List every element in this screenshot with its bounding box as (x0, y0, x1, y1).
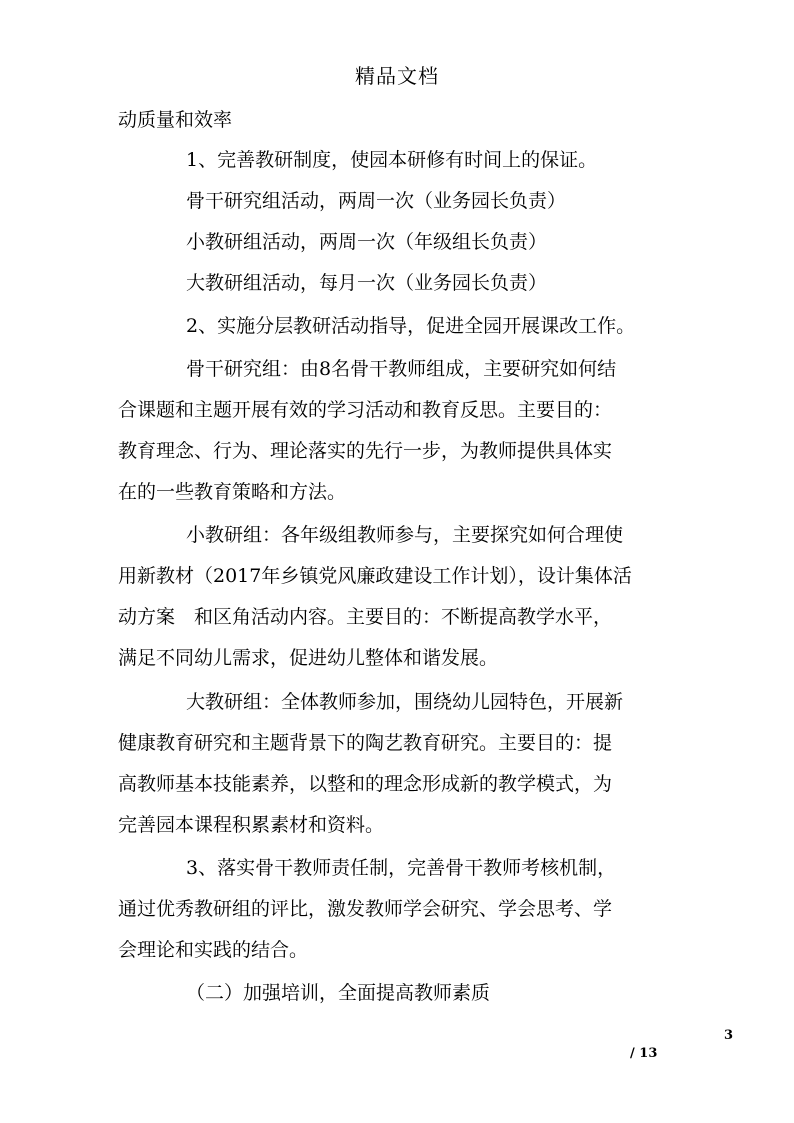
page-number: 3 (724, 1028, 734, 1043)
text-line: 大教研组：全体教师参加，围绕幼儿园特色，开展新 (186, 691, 624, 713)
text-line: 完善园本课程积累素材和资料。 (118, 814, 385, 836)
text-line: 动质量和效率 (118, 109, 233, 131)
text-line: （二）加强培训，全面提高教师素质 (186, 982, 491, 1004)
text-line: 健康教育研究和主题背景下的陶艺教育研究。主要目的：提 (118, 732, 613, 754)
text-line: 1、完善教研制度，使园本研修有时间上的保证。 (186, 149, 598, 171)
page-header-title: 精品文档 (355, 64, 439, 88)
text-line: 教育理念、行为、理论落实的先行一步，为教师提供具体实 (118, 440, 613, 462)
text-line: 在的一些教育策略和方法。 (118, 481, 347, 503)
text-line: 骨干研究组：由8名骨干教师组成，主要研究如何结 (186, 358, 617, 380)
text-line: 会理论和实践的结合。 (118, 939, 309, 961)
text-line: 高教师基本技能素养，以整和的理念形成新的教学模式，为 (118, 773, 613, 795)
text-line: 用新教材（2017年乡镇党风廉政建设工作计划），设计集体活 (118, 565, 632, 587)
text-line: 小教研组：各年级组教师参与，主要探究如何合理使 (186, 524, 624, 546)
text-line: 满足不同幼儿需求，促进幼儿整体和谐发展。 (118, 647, 499, 669)
text-line: 3、落实骨干教师责任制，完善骨干教师考核机制， (186, 857, 617, 879)
text-line: 2、实施分层教研活动指导，促进全园开展课改工作。 (186, 315, 636, 337)
text-line: 通过优秀教研组的评比，激发教师学会研究、学会思考、学 (118, 898, 613, 920)
text-line: 骨干研究组活动，两周一次（业务园长负责） (186, 190, 567, 212)
text-line: 动方案 和区角活动内容。主要目的：不断提高教学水平， (118, 606, 613, 628)
page-total: / 13 (630, 1046, 658, 1061)
text-line: 小教研组活动，两周一次（年级组长负责） (186, 231, 548, 253)
text-line: 大教研组活动，每月一次（业务园长负责） (186, 272, 548, 294)
text-line: 合课题和主题开展有效的学习活动和教育反思。主要目的： (118, 399, 613, 421)
